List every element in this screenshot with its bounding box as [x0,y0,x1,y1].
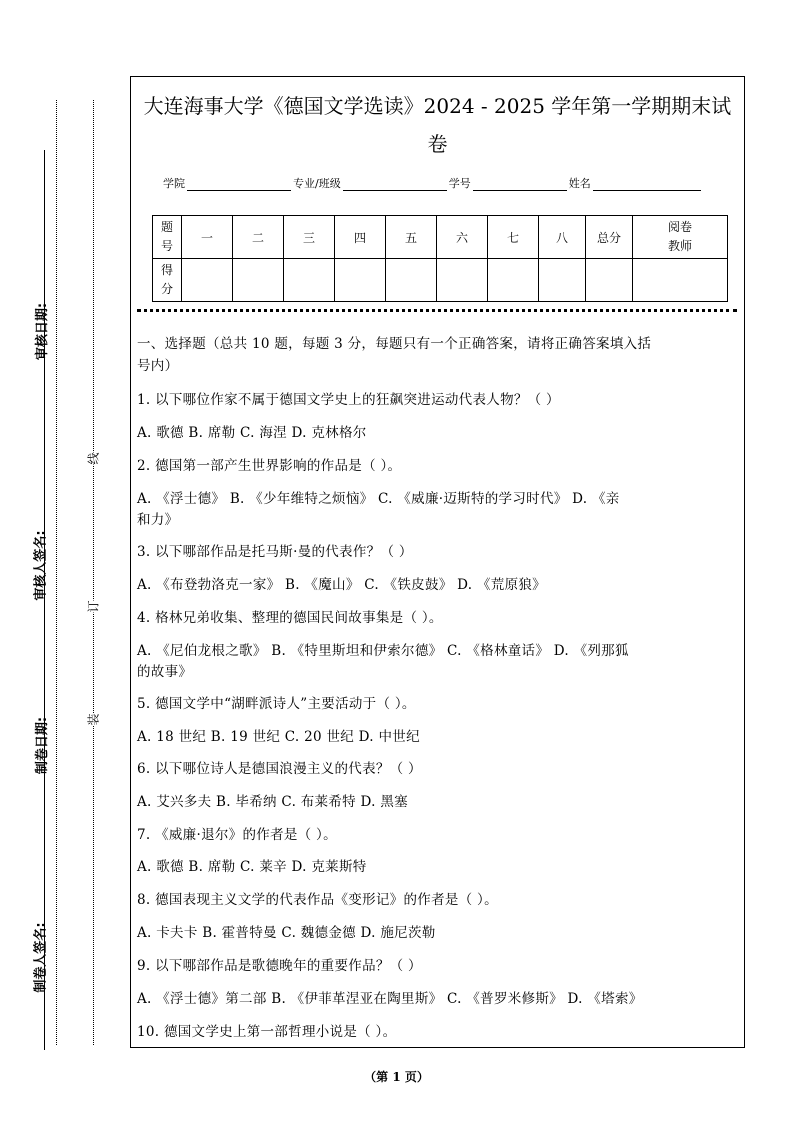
student-info-row [163,175,703,191]
cut-line-char-1: 线 [86,452,101,465]
score-table-score-row [153,259,728,302]
question-7-options: A. 歌德 B. 席勒 C. 莱辛 D. 克莱斯特 [137,859,367,875]
question-10: 10. 德国文学史上第一部哲理小说是（ ）。 [137,1024,397,1040]
cut-line-char-3: 装 [86,713,101,726]
sidebar-dotted-line-outer [56,100,57,1045]
major-class-field[interactable] [343,178,447,191]
score-cell[interactable] [586,259,633,302]
exam-title [131,87,744,163]
score-cell[interactable] [633,259,728,302]
question-6: 6. 以下哪位诗人是德国浪漫主义的代表？（ ） [137,761,422,777]
question-1: 1. 以下哪位作家不属于德国文学史上的狂飙突进运动代表人物？（ ） [137,392,560,408]
question-4-options-cont: 的故事》 [137,664,193,680]
score-row-label: 得 分 [153,259,182,302]
question-6-options: A. 艾兴多夫 B. 毕希纳 C. 布莱希特 D. 黑塞 [137,794,408,810]
section-separator [137,309,737,312]
cut-line-char-2: 订 [86,600,101,613]
score-header-cell: 七 [488,216,539,259]
major-class-label: 专业/班级 [293,177,341,190]
question-4-options: A. 《尼伯龙根之歌》 B. 《特里斯坦和伊索尔德》 C. 《格林童话》 D. 《列那狐 [137,643,629,659]
score-cell[interactable] [233,259,284,302]
question-3: 3. 以下哪部作品是托马斯·曼的代表作？（ ） [137,544,413,560]
score-cell[interactable] [437,259,488,302]
score-header-cell: 五 [386,216,437,259]
make-date-label: 制卷日期: [35,716,51,775]
question-2-options: A. 《浮士德》 B. 《少年维特之烦恼》 C. 《威廉·迈斯特的学习时代》 D. 《亲 [137,491,620,507]
name-label: 姓名 [568,177,591,190]
question-9: 9. 以下哪部作品是歌德晚年的重要作品？（ ） [137,958,422,974]
score-header-cell: 一 [182,216,233,259]
title-line-2: 卷 [427,132,448,156]
question-2-options-cont: 和力》 [137,512,179,528]
score-header-cell: 八 [539,216,586,259]
title-line-1: 大连海事大学《德国文学选读》2024 - 2025 学年第一学期期末试 [143,94,732,118]
maker-sign-label: 制卷人签名: [33,922,49,993]
sidebar-dotted-line-inner [93,100,94,1045]
question-8: 8. 德国表现主义文学的代表作品《变形记》的作者是（ ）。 [137,892,498,908]
question-5: 5. 德国文学中“湖畔派诗人”主要活动于（ ）。 [137,696,416,712]
question-3-options: A. 《布登勃洛克一家》 B. 《魔山》 C. 《铁皮鼓》 D. 《荒原狼》 [137,577,546,593]
question-9-options: A. 《浮士德》第二部 B. 《伊菲革涅亚在陶里斯》 C. 《普罗米修斯》 D. 《塔索》 [137,991,643,1007]
section-heading-cont: 号内） [137,358,179,374]
reviewer-sign-label: 审核人签名: [33,530,49,601]
question-8-options: A. 卡夫卡 B. 霍普特曼 C. 魏德金德 D. 施尼茨勒 [137,925,436,941]
question-5-options: A. 18 世纪 B. 19 世纪 C. 20 世纪 D. 中世纪 [137,729,420,745]
student-id-label: 学号 [448,177,471,190]
section-heading: 一、选择题（总共 10 题，每题 3 分，每题只有一个正确答案，请将正确答案填入括 [137,336,652,352]
score-cell[interactable] [335,259,386,302]
score-cell[interactable] [488,259,539,302]
score-header-cell: 题 号 [153,216,182,259]
name-field[interactable] [593,178,701,191]
college-label: 学院 [163,177,185,190]
college-field[interactable] [187,178,291,191]
score-header-cell: 六 [437,216,488,259]
score-header-cell: 阅卷 教师 [633,216,728,259]
score-header-cell: 三 [284,216,335,259]
page-number: （第 1 页） [364,1070,429,1084]
score-header-cell: 四 [335,216,386,259]
score-header-cell: 二 [233,216,284,259]
question-1-options: A. 歌德 B. 席勒 C. 海涅 D. 克林格尔 [137,425,367,441]
score-cell[interactable] [539,259,586,302]
score-cell[interactable] [386,259,437,302]
question-2: 2. 德国第一部产生世界影响的作品是（ ）。 [137,458,402,474]
score-cell[interactable] [182,259,233,302]
score-cell[interactable] [284,259,335,302]
student-id-field[interactable] [473,178,567,191]
score-table [152,215,728,302]
score-header-cell: 总分 [586,216,633,259]
exam-paper [130,76,745,1048]
question-4: 4. 格林兄弟收集、整理的德国民间故事集是（ ）。 [137,610,443,626]
review-date-label: 审核日期: [35,302,51,361]
score-table-header-row [153,216,728,259]
question-7: 7. 《威廉·退尔》的作者是（ ）。 [137,827,337,843]
